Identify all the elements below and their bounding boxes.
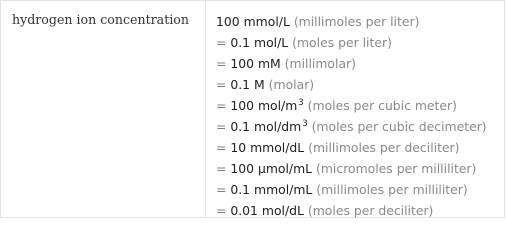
- conversion-row: [216, 33, 504, 54]
- conversion-value: 100: [230, 161, 254, 176]
- conversion-unit: mol/$m^3$: [257, 98, 304, 113]
- conversion-value: 10: [230, 140, 247, 155]
- quantity-label: hydrogen ion concentration: [12, 12, 189, 27]
- conversion-row: [216, 96, 504, 117]
- unit-exponent: 3: [302, 119, 308, 129]
- conversion-description: (millimoles per deciliter): [308, 140, 460, 155]
- conversion-description: (molar): [268, 77, 315, 92]
- quantity-cell: [1, 1, 206, 217]
- conversion-description: (moles per cubic meter): [307, 98, 457, 113]
- conversion-description: (millimolar): [284, 56, 356, 71]
- conversion-value: 0.1: [230, 182, 251, 197]
- conversion-row: [216, 12, 504, 33]
- equals-sign: =: [216, 119, 227, 134]
- conversion-unit: mol/dL: [261, 203, 304, 218]
- conversion-description: (millimoles per liter): [293, 14, 420, 29]
- conversion-description: (moles per cubic decimeter): [311, 119, 487, 134]
- conversion-row: [216, 54, 504, 75]
- conversion-unit: mmol/mL: [254, 182, 313, 197]
- conversion-unit: mmol/L: [243, 14, 290, 29]
- conversion-value: 100: [230, 56, 254, 71]
- equals-sign: =: [216, 182, 227, 197]
- equals-sign: =: [216, 35, 227, 50]
- conversion-value: 100: [230, 98, 254, 113]
- conversion-value: 0.1: [230, 119, 251, 134]
- conversion-unit: mol/L: [254, 35, 289, 50]
- equals-sign: =: [216, 161, 227, 176]
- conversion-unit: M: [254, 77, 265, 92]
- conversion-description: (micromoles per milliliter): [316, 161, 477, 176]
- conversion-row: [216, 75, 504, 96]
- conversion-row: [216, 180, 504, 201]
- unit-exponent: 3: [298, 98, 304, 108]
- conversions-cell: [206, 1, 504, 217]
- conversion-value: 100: [216, 14, 240, 29]
- conversion-row: [216, 201, 504, 222]
- conversion-description: (moles per deciliter): [307, 203, 434, 218]
- conversion-unit: mM: [257, 56, 281, 71]
- conversion-description: (moles per liter): [292, 35, 392, 50]
- equals-sign: =: [216, 140, 227, 155]
- equals-sign: =: [216, 56, 227, 71]
- conversion-unit: mmol/dL: [250, 140, 305, 155]
- conversion-unit: mol/$dm^3$: [254, 119, 308, 134]
- conversion-value: 0.1: [230, 35, 251, 50]
- equals-sign: =: [216, 98, 227, 113]
- conversion-row: [216, 138, 504, 159]
- conversion-row: [216, 117, 504, 138]
- conversion-row: [216, 159, 504, 180]
- conversion-value: 0.1: [230, 77, 251, 92]
- conversion-unit: µmol/mL: [257, 161, 313, 176]
- equals-sign: =: [216, 203, 227, 218]
- conversion-value: 0.01: [230, 203, 258, 218]
- conversion-description: (millimoles per milliliter): [316, 182, 468, 197]
- equals-sign: =: [216, 77, 227, 92]
